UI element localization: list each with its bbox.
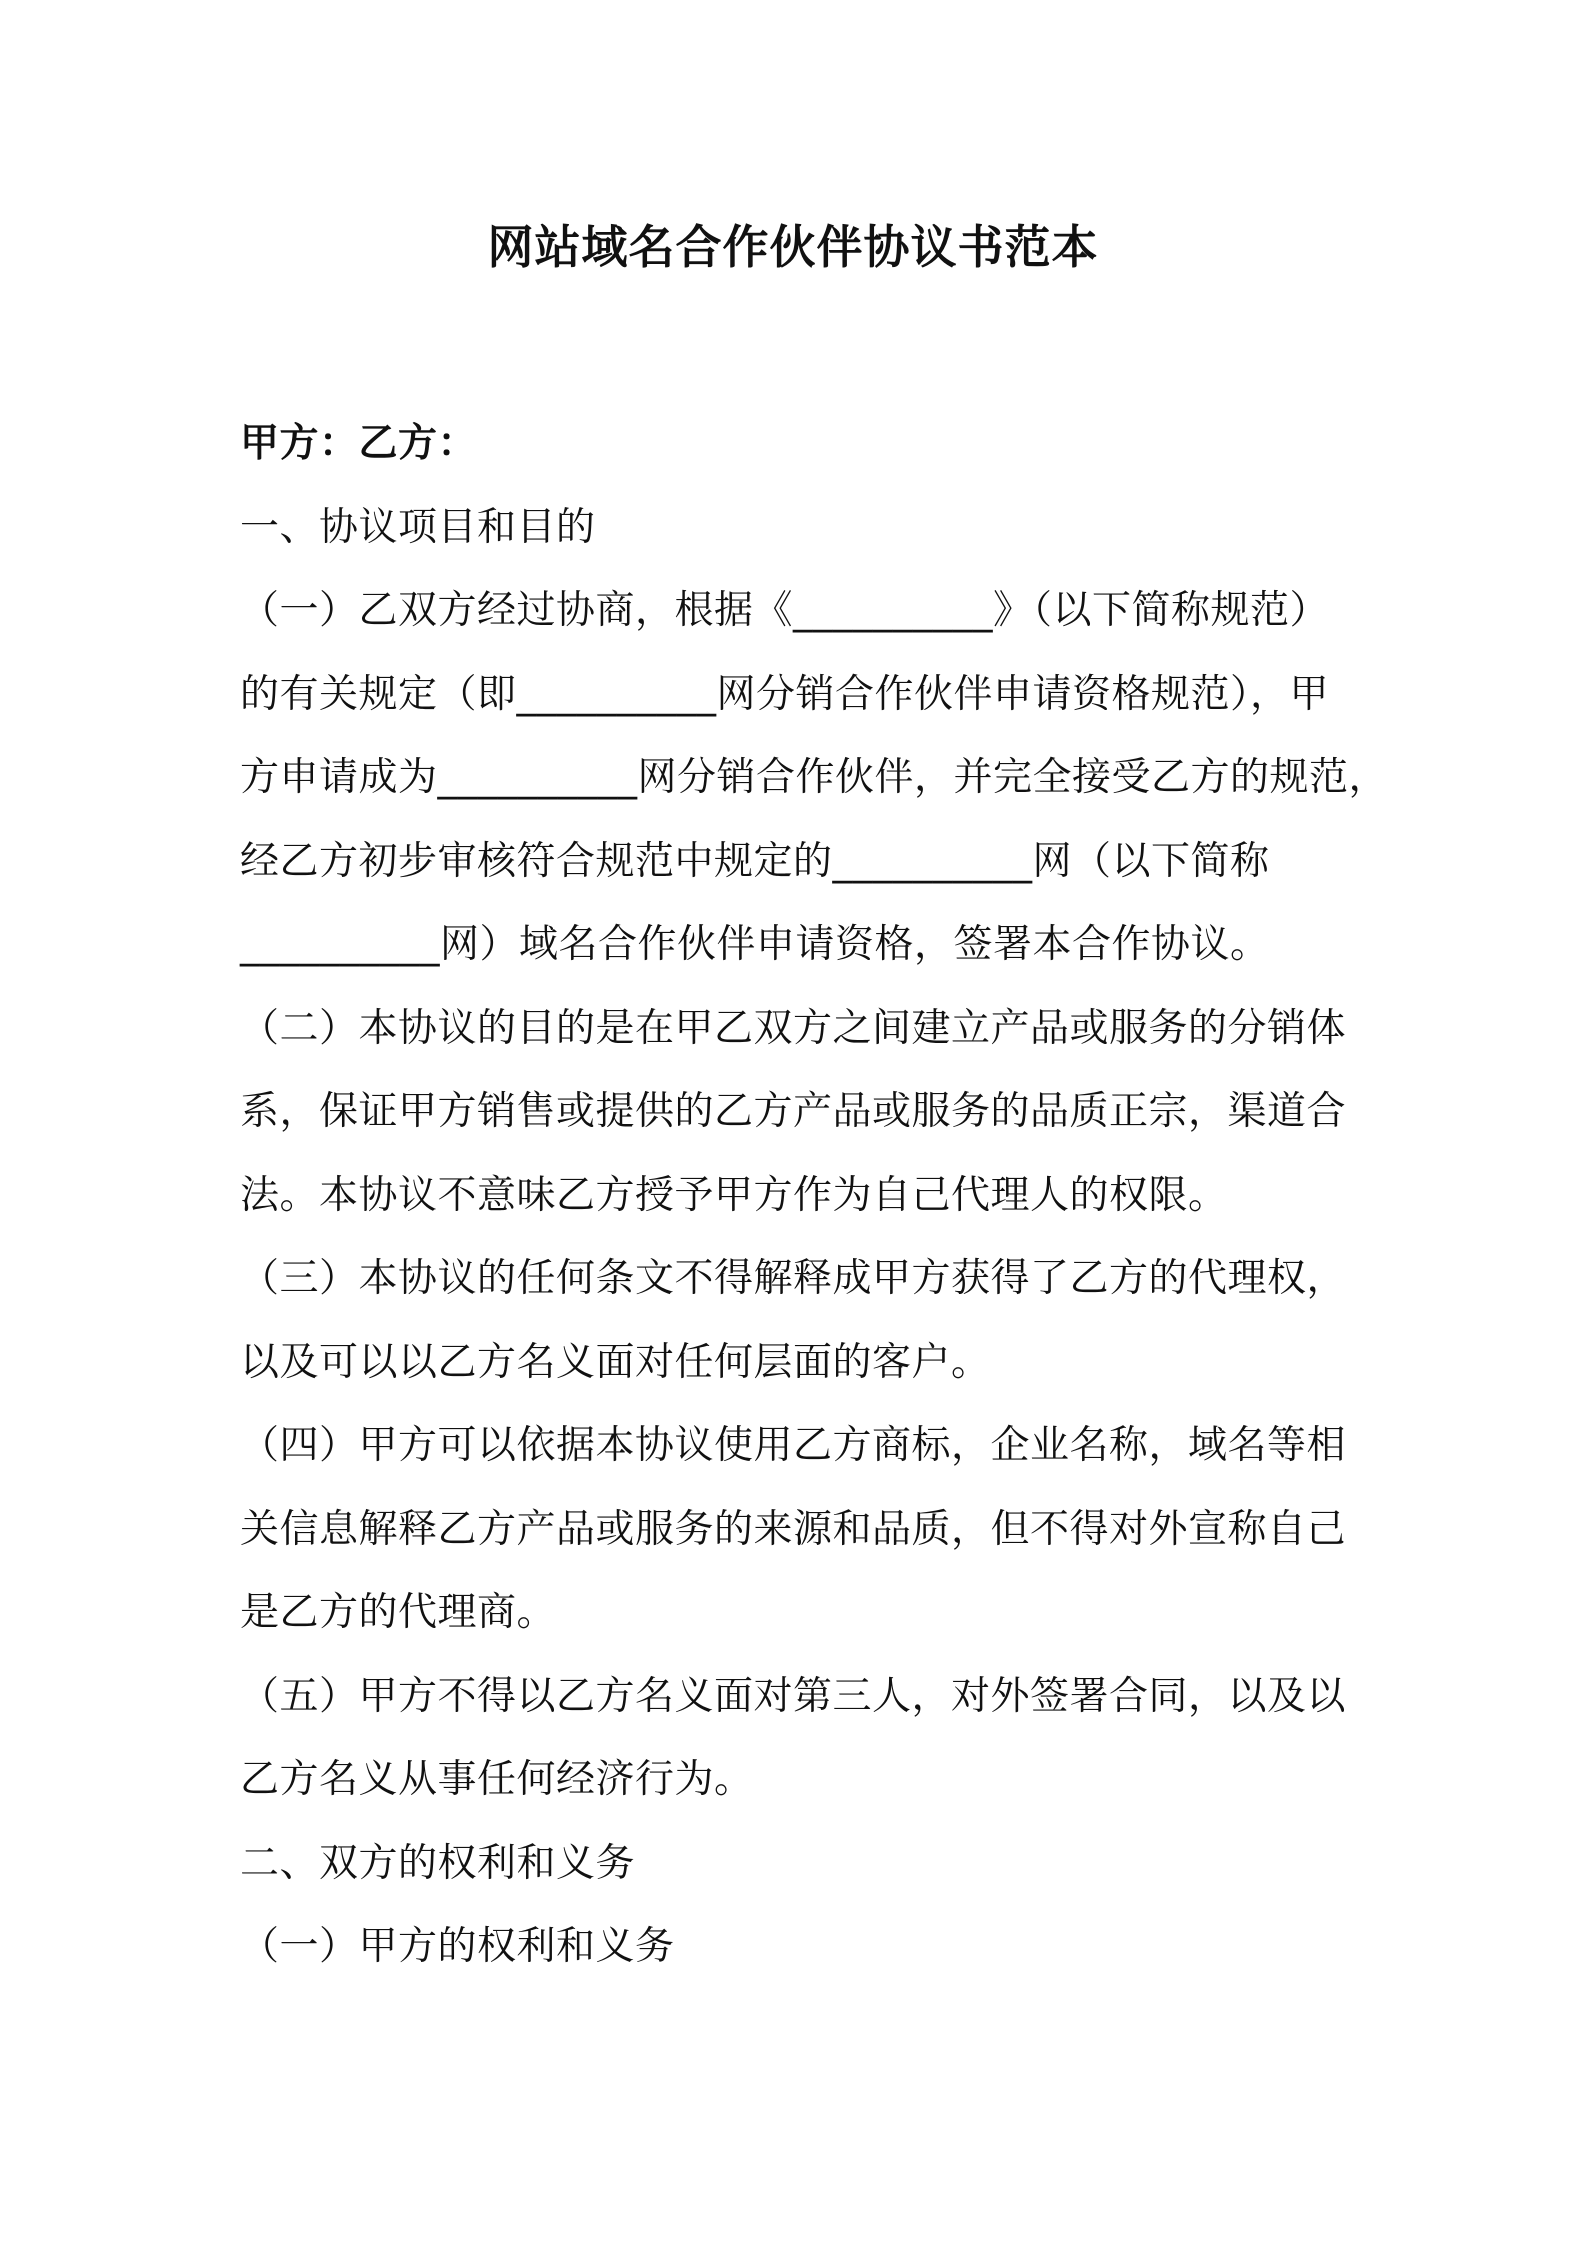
paragraph-line: __________网）域名合作伙伴申请资格，签署本合作协议。 xyxy=(240,922,1270,967)
section-heading-2: 二、双方的权利和义务 xyxy=(240,1840,636,1886)
paragraph-line: 法。本协议不意味乙方授予甲方作为自己代理人的权限。 xyxy=(240,1172,1228,1218)
paragraph-line: （二）本协议的目的是在甲乙双方之间建立产品或服务的分销体 xyxy=(240,1005,1347,1051)
paragraph-line: 是乙方的代理商。 xyxy=(240,1590,557,1635)
paragraph-line: （一）乙双方经过协商，根据《__________》（以下简称规范） xyxy=(240,588,1330,633)
paragraph-line: （三）本协议的任何条文不得解释成甲方获得了乙方的代理权， xyxy=(240,1256,1347,1301)
document-body xyxy=(240,402,1390,1989)
paragraph-line: 方申请成为__________网分销合作伙伴，并完全接受乙方的规范， xyxy=(240,755,1389,800)
section-heading-1: 一、协议项目和目的 xyxy=(240,504,596,550)
paragraph-line: 系，保证甲方销售或提供的乙方产品或服务的品质正宗，渠道合 xyxy=(240,1089,1347,1134)
paragraph-line: 经乙方初步审核符合规范中规定的__________网（以下简称 xyxy=(240,838,1270,884)
paragraph-line: 乙方名义从事任何经济行为。 xyxy=(240,1757,754,1802)
paragraph-line: 关信息解释乙方产品或服务的来源和品质，但不得对外宣称自己 xyxy=(240,1506,1347,1552)
document-title: 网站域名合作伙伴协议书范本 xyxy=(487,220,1099,274)
paragraph-line: （五）甲方不得以乙方名义面对第三人，对外签署合同，以及以 xyxy=(240,1673,1347,1719)
paragraph-line: 以及可以以乙方名义面对任何层面的客户。 xyxy=(240,1339,991,1385)
paragraph-line: （四）甲方可以依据本协议使用乙方商标，企业名称，域名等相 xyxy=(240,1423,1347,1468)
subsection-heading: （一）甲方的权利和义务 xyxy=(240,1924,675,1969)
paragraph-line: 的有关规定（即__________网分销合作伙伴申请资格规范），甲 xyxy=(240,671,1330,717)
party-line: 甲方：乙方： xyxy=(240,421,478,466)
